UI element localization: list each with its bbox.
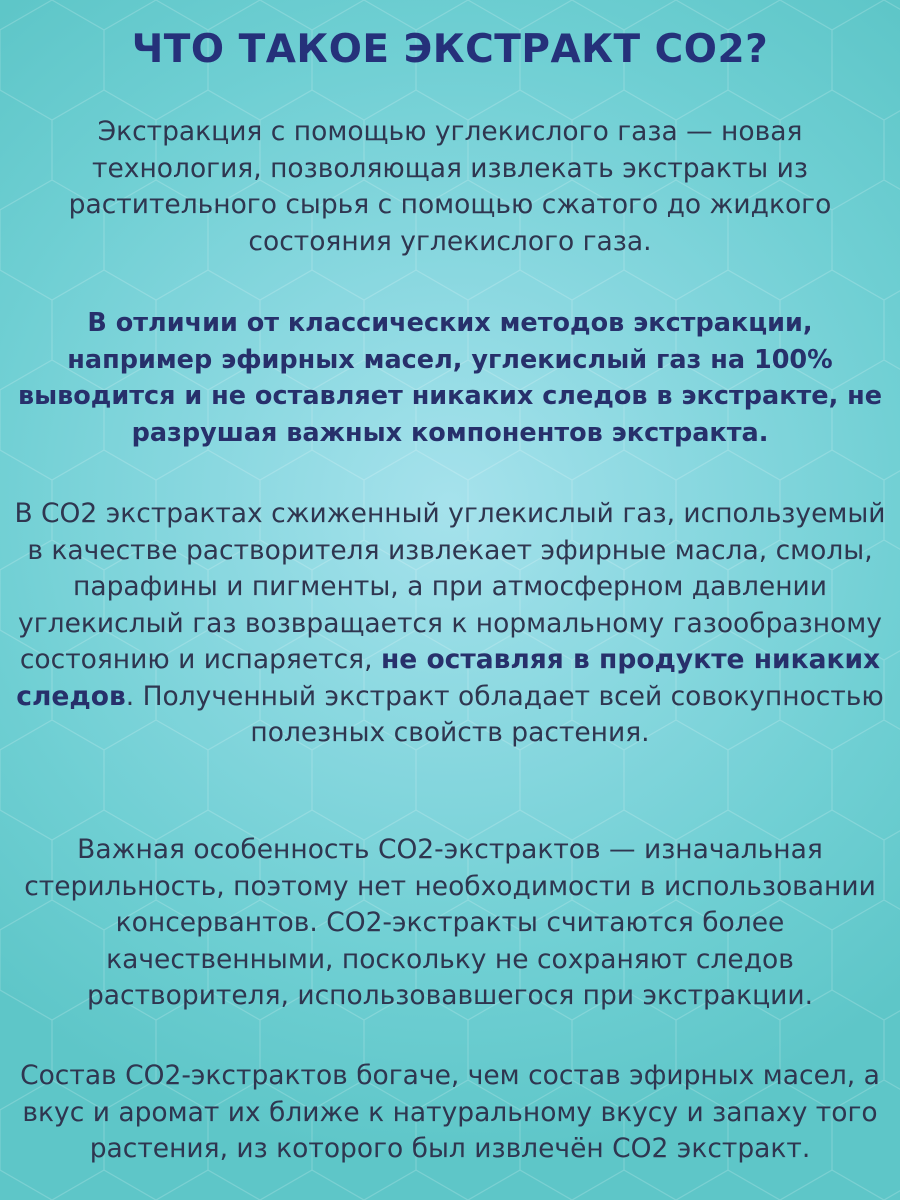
paragraph-intro: Экстракция с помощью углекислого газа — новая технология, позволяющая извлекать экстракты из растительного сырья с помощью сжатого до жидкого состояния углекислого газа.	[68, 116, 832, 257]
paragraph-composition: Состав СО2-экстрактов богаче, чем состав эфирных масел, а вкус и аромат их ближе к натуральному вкусу и запаху того растения, из которого был извлечён СО2 экстракт.	[20, 1060, 880, 1164]
paragraph-highlight: В отличии от классических методов экстракции, например эфирных масел, углекислый газ на 100% выводится и не оставляет никаких следов в экстракте, не разрушая важных компонентов экстракта.	[17, 308, 883, 448]
paragraph-process	[12, 496, 888, 752]
page-title: ЧТО ТАКОЕ ЭКСТРАКТ СО2?	[131, 27, 769, 72]
paragraph-process-tail: . Полученный экстракт обладает всей совокупностью полезных свойств растения.	[125, 680, 884, 748]
paragraph-sterility: Важная особенность СО2-экстрактов — изначальная стерильность, поэтому нет необходимости в использовании консервантов. СО2-экстракты считаются более качественными, поскольку не сохраняют следов растворителя, использовавшегося при экстракции.	[24, 834, 876, 1011]
paragraph-process-emphasis: не оставляя в продукте никаких следов	[16, 644, 881, 712]
paragraph-process-text: В СО2 экстрактах сжиженный углекислый газ, используемый в качестве растворителя извлекает эфирные масла, смолы, парафины и пигменты, а при атмосферном давлении углекислый газ возвращается к нормальному газообразному состоянию и испаряется,	[14, 498, 886, 675]
